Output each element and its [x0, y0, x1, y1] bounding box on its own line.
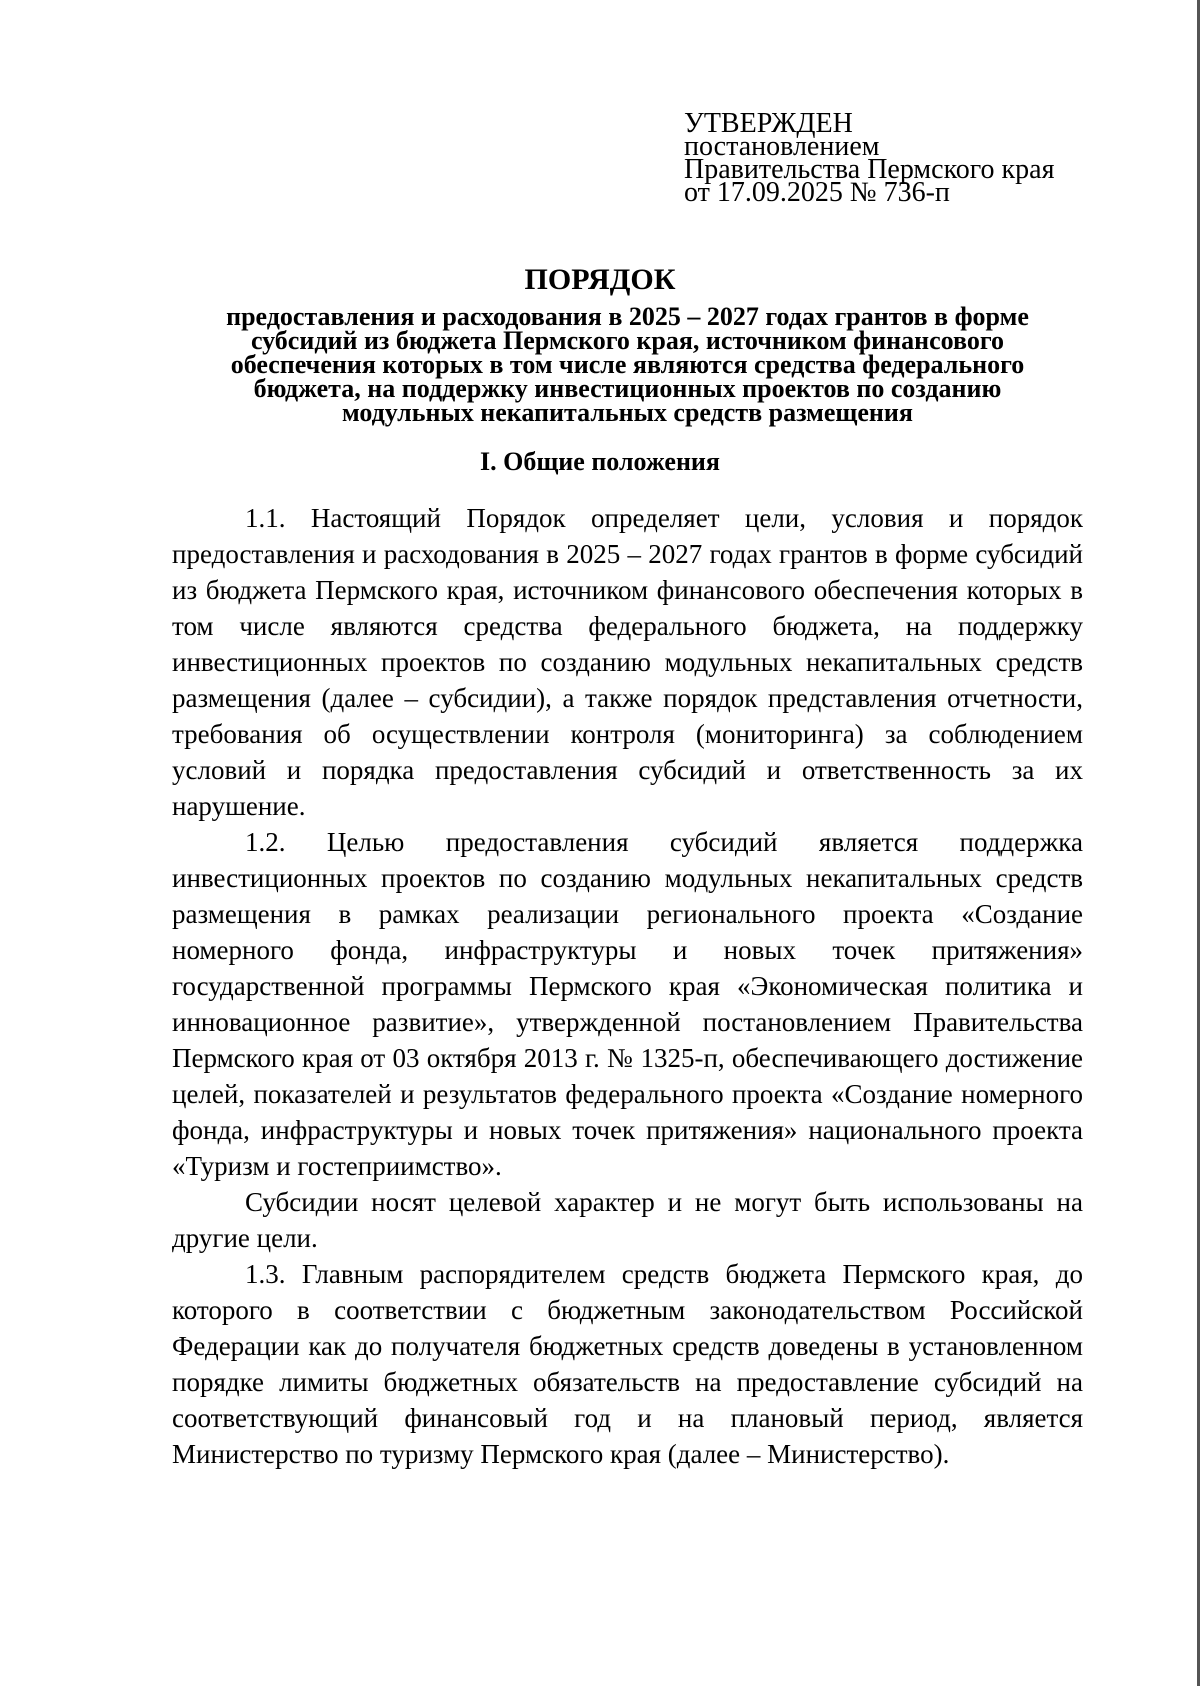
approval-authority: Правительства Пермского края — [684, 154, 1055, 185]
approval-stamp-block — [684, 108, 1114, 208]
subtitle-line: предоставления и расходования в 2025 – 2027 годах грантов в форме — [226, 302, 1029, 331]
approval-resolution: постановлением — [684, 131, 880, 162]
approval-date-number: от 17.09.2025 № 736-п — [684, 177, 950, 208]
paragraph-subsidy-purpose: Субсидии носят целевой характер и не могут быть использованы на другие цели. — [172, 1187, 1083, 1253]
document-subtitle — [170, 302, 1085, 427]
document-title: ПОРЯДОК — [524, 263, 676, 296]
paragraph-1-1: 1.1. Настоящий Порядок определяет цели, условия и порядок предоставления и расходования в 2025 – 2027 годах грантов в форме субсидий из бюджета Пермского края, источником финансового обеспечения которых в том числе являются средства федерального бюджета, на поддержку инвестиционных проектов по созданию модульных некапитальных средств размещения (далее – субсидии), а также порядок представления отчетности, требования об осуществлении контроля (мониторинга) за соблюдением условий и порядка предоставления субсидий и ответственность за их нарушение. — [172, 503, 1083, 821]
paragraph-1-2: 1.2. Целью предоставления субсидий является поддержка инвестиционных проектов по созданию модульных некапитальных средств размещения в рамках реализации регионального проекта «Создание номерного фонда, инфраструктуры и новых точек притяжения» государственной программы Пермского края «Экономическая политика и инновационное развитие», утвержденной постановлением Правительства Пермского края от 03 октября 2013 г. № 1325-п, обеспечивающего достижение целей, показателей и результатов федерального проекта «Создание номерного фонда, инфраструктуры и новых точек притяжения» национального проекта «Туризм и гостеприимство». — [172, 827, 1083, 1181]
subtitle-line: модульных некапитальных средств размещения — [342, 398, 913, 427]
section-heading: I. Общие положения — [480, 447, 720, 476]
subtitle-line: субсидий из бюджета Пермского края, источником финансового — [250, 326, 1005, 355]
paragraph-1-3: 1.3. Главным распорядителем средств бюджета Пермского края, до которого в соответствии с бюджетным законодательством Российской Федерации как до получателя бюджетных средств доведены в установленном порядке лимиты бюджетных обязательств на предоставление субсидий на соответствующий финансовый год и на плановый период, является Министерство по туризму Пермского края (далее – Министерство). — [172, 1259, 1083, 1469]
subtitle-line: бюджета, на поддержку инвестиционных проектов по созданию — [253, 374, 1002, 403]
approval-heading: УТВЕРЖДЕН — [684, 108, 853, 139]
subtitle-line: обеспечения которых в том числе являются средства федерального — [230, 350, 1025, 379]
document-body — [172, 500, 1083, 1472]
